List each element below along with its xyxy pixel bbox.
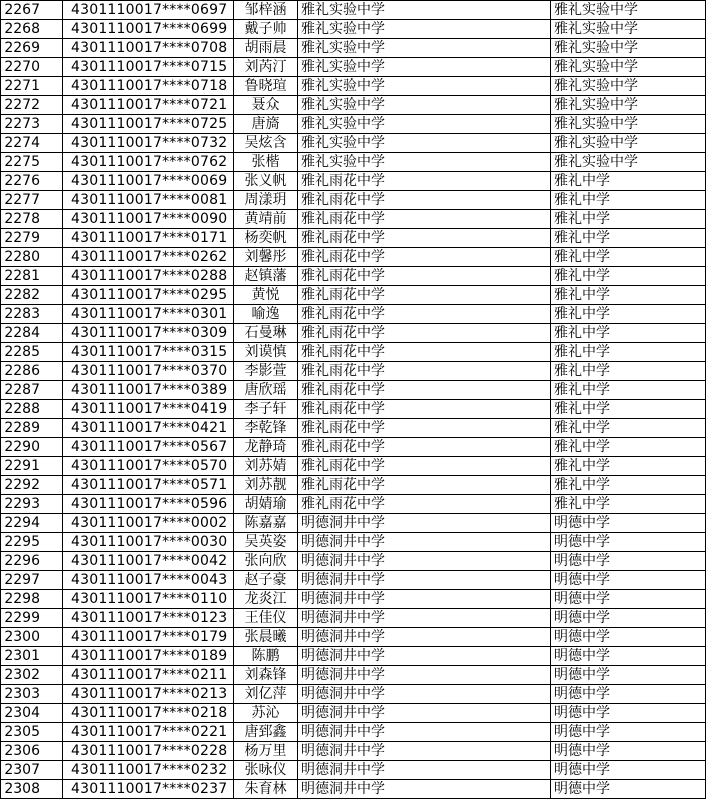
student-id-cell: 4301110017****0732: [63, 134, 234, 153]
group-school-cell: 雅礼中学: [551, 419, 706, 438]
student-name-cell: 李子轩: [234, 400, 298, 419]
student-name-cell: 龙静琦: [234, 438, 298, 457]
table-row: [1, 286, 706, 305]
table-row: [1, 381, 706, 400]
school-cell: 明德洞井中学: [298, 723, 551, 742]
table-row: [1, 419, 706, 438]
row-number-cell: 2285: [1, 343, 63, 362]
table-row: [1, 780, 706, 799]
table-row: [1, 20, 706, 39]
row-number-cell: 2296: [1, 552, 63, 571]
student-id-cell: 4301110017****0309: [63, 324, 234, 343]
table-row: [1, 666, 706, 685]
student-id-cell: 4301110017****0262: [63, 248, 234, 267]
school-cell: 雅礼雨花中学: [298, 248, 551, 267]
group-school-cell: 雅礼中学: [551, 495, 706, 514]
student-name-cell: 吴英姿: [234, 533, 298, 552]
table-row: [1, 742, 706, 761]
student-name-cell: 唐旖: [234, 115, 298, 134]
table-row: [1, 571, 706, 590]
student-id-cell: 4301110017****0295: [63, 286, 234, 305]
table-row: [1, 495, 706, 514]
student-name-cell: 聂众: [234, 96, 298, 115]
school-cell: 明德洞井中学: [298, 514, 551, 533]
student-name-cell: 苏沁: [234, 704, 298, 723]
student-name-cell: 吴炫含: [234, 134, 298, 153]
student-name-cell: 黄靖前: [234, 210, 298, 229]
row-number-cell: 2274: [1, 134, 63, 153]
student-name-cell: 刘谟慎: [234, 343, 298, 362]
student-name-cell: 胡婧瑜: [234, 495, 298, 514]
table-row: [1, 514, 706, 533]
table-row: [1, 609, 706, 628]
student-name-cell: 唐郅鑫: [234, 723, 298, 742]
student-id-cell: 4301110017****0030: [63, 533, 234, 552]
group-school-cell: 雅礼中学: [551, 476, 706, 495]
student-name-cell: 喻逸: [234, 305, 298, 324]
student-id-cell: 4301110017****0718: [63, 77, 234, 96]
group-school-cell: 雅礼中学: [551, 191, 706, 210]
student-name-cell: 陈鹏: [234, 647, 298, 666]
table-row: [1, 115, 706, 134]
student-id-cell: 4301110017****0228: [63, 742, 234, 761]
school-cell: 明德洞井中学: [298, 590, 551, 609]
row-number-cell: 2293: [1, 495, 63, 514]
student-id-cell: 4301110017****0301: [63, 305, 234, 324]
row-number-cell: 2283: [1, 305, 63, 324]
table-row: [1, 77, 706, 96]
row-number-cell: 2287: [1, 381, 63, 400]
row-number-cell: 2272: [1, 96, 63, 115]
row-number-cell: 2297: [1, 571, 63, 590]
student-name-cell: 鲁晓瑄: [234, 77, 298, 96]
table-row: [1, 704, 706, 723]
row-number-cell: 2267: [1, 1, 63, 20]
row-number-cell: 2275: [1, 153, 63, 172]
student-name-cell: 张楷: [234, 153, 298, 172]
school-cell: 明德洞井中学: [298, 742, 551, 761]
student-name-cell: 张咏仪: [234, 761, 298, 780]
table-row: [1, 153, 706, 172]
group-school-cell: 雅礼中学: [551, 400, 706, 419]
row-number-cell: 2306: [1, 742, 63, 761]
group-school-cell: 雅礼中学: [551, 248, 706, 267]
school-cell: 明德洞井中学: [298, 571, 551, 590]
table-row: [1, 723, 706, 742]
table-row: [1, 58, 706, 77]
student-id-cell: 4301110017****0288: [63, 267, 234, 286]
school-cell: 雅礼雨花中学: [298, 324, 551, 343]
table-row: [1, 590, 706, 609]
row-number-cell: 2303: [1, 685, 63, 704]
student-id-cell: 4301110017****0567: [63, 438, 234, 457]
group-school-cell: 雅礼实验中学: [551, 39, 706, 58]
row-number-cell: 2299: [1, 609, 63, 628]
school-cell: 雅礼实验中学: [298, 20, 551, 39]
group-school-cell: 明德中学: [551, 780, 706, 799]
group-school-cell: 雅礼中学: [551, 267, 706, 286]
student-name-cell: 李乾锋: [234, 419, 298, 438]
table-row: [1, 210, 706, 229]
row-number-cell: 2268: [1, 20, 63, 39]
student-name-cell: 石曼琳: [234, 324, 298, 343]
table-row: [1, 134, 706, 153]
school-cell: 雅礼雨花中学: [298, 476, 551, 495]
school-cell: 雅礼实验中学: [298, 58, 551, 77]
group-school-cell: 雅礼中学: [551, 229, 706, 248]
school-cell: 雅礼实验中学: [298, 115, 551, 134]
student-name-cell: 赵镇藩: [234, 267, 298, 286]
group-school-cell: 雅礼中学: [551, 172, 706, 191]
table-row: [1, 685, 706, 704]
group-school-cell: 雅礼中学: [551, 362, 706, 381]
row-number-cell: 2291: [1, 457, 63, 476]
row-number-cell: 2269: [1, 39, 63, 58]
student-id-cell: 4301110017****0043: [63, 571, 234, 590]
group-school-cell: 雅礼中学: [551, 305, 706, 324]
student-id-cell: 4301110017****0708: [63, 39, 234, 58]
student-id-cell: 4301110017****0171: [63, 229, 234, 248]
student-id-cell: 4301110017****0697: [63, 1, 234, 20]
school-cell: 雅礼雨花中学: [298, 381, 551, 400]
group-school-cell: 雅礼实验中学: [551, 77, 706, 96]
row-number-cell: 2284: [1, 324, 63, 343]
group-school-cell: 雅礼中学: [551, 210, 706, 229]
table-row: [1, 457, 706, 476]
school-cell: 雅礼雨花中学: [298, 305, 551, 324]
row-number-cell: 2304: [1, 704, 63, 723]
student-name-cell: 黄悦: [234, 286, 298, 305]
student-name-cell: 刘芮汀: [234, 58, 298, 77]
student-name-cell: 唐欣瑶: [234, 381, 298, 400]
table-row: [1, 39, 706, 58]
group-school-cell: 明德中学: [551, 552, 706, 571]
group-school-cell: 雅礼中学: [551, 324, 706, 343]
group-school-cell: 雅礼实验中学: [551, 115, 706, 134]
group-school-cell: 明德中学: [551, 666, 706, 685]
student-id-cell: 4301110017****0596: [63, 495, 234, 514]
student-name-cell: 张向欣: [234, 552, 298, 571]
row-number-cell: 2308: [1, 780, 63, 799]
student-id-cell: 4301110017****0699: [63, 20, 234, 39]
table-row: [1, 476, 706, 495]
student-id-cell: 4301110017****0419: [63, 400, 234, 419]
student-id-cell: 4301110017****0123: [63, 609, 234, 628]
row-number-cell: 2300: [1, 628, 63, 647]
school-cell: 雅礼雨花中学: [298, 191, 551, 210]
row-number-cell: 2298: [1, 590, 63, 609]
group-school-cell: 雅礼中学: [551, 381, 706, 400]
student-id-cell: 4301110017****0218: [63, 704, 234, 723]
student-name-cell: 赵子豪: [234, 571, 298, 590]
group-school-cell: 雅礼实验中学: [551, 20, 706, 39]
school-cell: 雅礼雨花中学: [298, 343, 551, 362]
group-school-cell: 明德中学: [551, 742, 706, 761]
school-cell: 明德洞井中学: [298, 628, 551, 647]
row-number-cell: 2295: [1, 533, 63, 552]
row-number-cell: 2288: [1, 400, 63, 419]
row-number-cell: 2281: [1, 267, 63, 286]
student-id-cell: 4301110017****0715: [63, 58, 234, 77]
student-name-cell: 邹梓涵: [234, 1, 298, 20]
student-name-cell: 张晨曦: [234, 628, 298, 647]
row-number-cell: 2286: [1, 362, 63, 381]
student-id-cell: 4301110017****0211: [63, 666, 234, 685]
group-school-cell: 明德中学: [551, 590, 706, 609]
school-cell: 明德洞井中学: [298, 780, 551, 799]
table-row: [1, 362, 706, 381]
group-school-cell: 明德中学: [551, 761, 706, 780]
group-school-cell: 雅礼中学: [551, 457, 706, 476]
school-cell: 雅礼实验中学: [298, 134, 551, 153]
group-school-cell: 明德中学: [551, 647, 706, 666]
student-name-cell: 龙炎江: [234, 590, 298, 609]
row-number-cell: 2302: [1, 666, 63, 685]
table-row: [1, 761, 706, 780]
student-name-cell: 陈嘉嘉: [234, 514, 298, 533]
group-school-cell: 雅礼实验中学: [551, 134, 706, 153]
student-name-cell: 刘亿萍: [234, 685, 298, 704]
table-row: [1, 628, 706, 647]
group-school-cell: 明德中学: [551, 533, 706, 552]
student-name-cell: 刘森锋: [234, 666, 298, 685]
student-id-cell: 4301110017****0042: [63, 552, 234, 571]
school-cell: 雅礼雨花中学: [298, 419, 551, 438]
group-school-cell: 明德中学: [551, 685, 706, 704]
row-number-cell: 2279: [1, 229, 63, 248]
school-cell: 雅礼雨花中学: [298, 457, 551, 476]
row-number-cell: 2292: [1, 476, 63, 495]
student-id-cell: 4301110017****0571: [63, 476, 234, 495]
school-cell: 雅礼雨花中学: [298, 362, 551, 381]
group-school-cell: 雅礼实验中学: [551, 1, 706, 20]
group-school-cell: 明德中学: [551, 723, 706, 742]
school-cell: 雅礼实验中学: [298, 77, 551, 96]
row-number-cell: 2280: [1, 248, 63, 267]
school-cell: 明德洞井中学: [298, 533, 551, 552]
table-row: [1, 438, 706, 457]
group-school-cell: 雅礼中学: [551, 343, 706, 362]
row-number-cell: 2273: [1, 115, 63, 134]
student-name-cell: 刘苏靓: [234, 476, 298, 495]
school-cell: 明德洞井中学: [298, 666, 551, 685]
table-row: [1, 267, 706, 286]
student-id-cell: 4301110017****0570: [63, 457, 234, 476]
table-row: [1, 305, 706, 324]
school-cell: 雅礼雨花中学: [298, 438, 551, 457]
school-cell: 明德洞井中学: [298, 647, 551, 666]
student-name-cell: 朱育林: [234, 780, 298, 799]
group-school-cell: 雅礼实验中学: [551, 153, 706, 172]
row-number-cell: 2271: [1, 77, 63, 96]
school-cell: 雅礼雨花中学: [298, 267, 551, 286]
row-number-cell: 2294: [1, 514, 63, 533]
school-cell: 雅礼实验中学: [298, 153, 551, 172]
student-id-cell: 4301110017****0389: [63, 381, 234, 400]
table-row: [1, 552, 706, 571]
row-number-cell: 2276: [1, 172, 63, 191]
school-cell: 明德洞井中学: [298, 685, 551, 704]
table-row: [1, 324, 706, 343]
student-id-cell: 4301110017****0421: [63, 419, 234, 438]
table-row: [1, 343, 706, 362]
student-id-cell: 4301110017****0189: [63, 647, 234, 666]
student-name-cell: 周漾玥: [234, 191, 298, 210]
table-row: [1, 229, 706, 248]
row-number-cell: 2270: [1, 58, 63, 77]
school-cell: 雅礼雨花中学: [298, 495, 551, 514]
school-cell: 明德洞井中学: [298, 704, 551, 723]
group-school-cell: 雅礼实验中学: [551, 96, 706, 115]
table-row: [1, 400, 706, 419]
student-id-cell: 4301110017****0370: [63, 362, 234, 381]
row-number-cell: 2307: [1, 761, 63, 780]
school-cell: 雅礼雨花中学: [298, 172, 551, 191]
row-number-cell: 2301: [1, 647, 63, 666]
school-cell: 明德洞井中学: [298, 761, 551, 780]
student-name-cell: 胡雨晨: [234, 39, 298, 58]
student-id-cell: 4301110017****0721: [63, 96, 234, 115]
school-cell: 雅礼实验中学: [298, 96, 551, 115]
table-row: [1, 96, 706, 115]
student-id-cell: 4301110017****0725: [63, 115, 234, 134]
student-id-cell: 4301110017****0213: [63, 685, 234, 704]
student-id-cell: 4301110017****0179: [63, 628, 234, 647]
table-row: [1, 647, 706, 666]
student-name-cell: 杨万里: [234, 742, 298, 761]
group-school-cell: 明德中学: [551, 628, 706, 647]
school-cell: 雅礼雨花中学: [298, 400, 551, 419]
student-name-cell: 刘苏婧: [234, 457, 298, 476]
student-name-cell: 张义帆: [234, 172, 298, 191]
group-school-cell: 明德中学: [551, 609, 706, 628]
row-number-cell: 2289: [1, 419, 63, 438]
school-cell: 雅礼雨花中学: [298, 229, 551, 248]
table-row: [1, 172, 706, 191]
student-id-cell: 4301110017****0762: [63, 153, 234, 172]
student-id-cell: 4301110017****0237: [63, 780, 234, 799]
group-school-cell: 明德中学: [551, 514, 706, 533]
row-number-cell: 2305: [1, 723, 63, 742]
student-id-cell: 4301110017****0069: [63, 172, 234, 191]
group-school-cell: 明德中学: [551, 571, 706, 590]
student-id-cell: 4301110017****0315: [63, 343, 234, 362]
student-name-cell: 刘馨彤: [234, 248, 298, 267]
student-id-cell: 4301110017****0090: [63, 210, 234, 229]
group-school-cell: 雅礼实验中学: [551, 58, 706, 77]
group-school-cell: 雅礼中学: [551, 438, 706, 457]
student-name-cell: 杨奕帆: [234, 229, 298, 248]
student-id-cell: 4301110017****0232: [63, 761, 234, 780]
row-number-cell: 2282: [1, 286, 63, 305]
table-row: [1, 248, 706, 267]
row-number-cell: 2277: [1, 191, 63, 210]
student-id-cell: 4301110017****0002: [63, 514, 234, 533]
student-name-cell: 王佳仪: [234, 609, 298, 628]
student-name-cell: 戴子帅: [234, 20, 298, 39]
table-row: [1, 1, 706, 20]
row-number-cell: 2278: [1, 210, 63, 229]
school-cell: 明德洞井中学: [298, 609, 551, 628]
table-body: [1, 1, 706, 799]
table-row: [1, 533, 706, 552]
school-cell: 雅礼雨花中学: [298, 210, 551, 229]
group-school-cell: 雅礼中学: [551, 286, 706, 305]
school-cell: 雅礼实验中学: [298, 1, 551, 20]
student-name-cell: 李影萱: [234, 362, 298, 381]
school-cell: 明德洞井中学: [298, 552, 551, 571]
student-id-cell: 4301110017****0110: [63, 590, 234, 609]
group-school-cell: 明德中学: [551, 704, 706, 723]
school-cell: 雅礼实验中学: [298, 39, 551, 58]
school-cell: 雅礼雨花中学: [298, 286, 551, 305]
student-id-cell: 4301110017****0221: [63, 723, 234, 742]
table-row: [1, 191, 706, 210]
row-number-cell: 2290: [1, 438, 63, 457]
student-id-cell: 4301110017****0081: [63, 191, 234, 210]
